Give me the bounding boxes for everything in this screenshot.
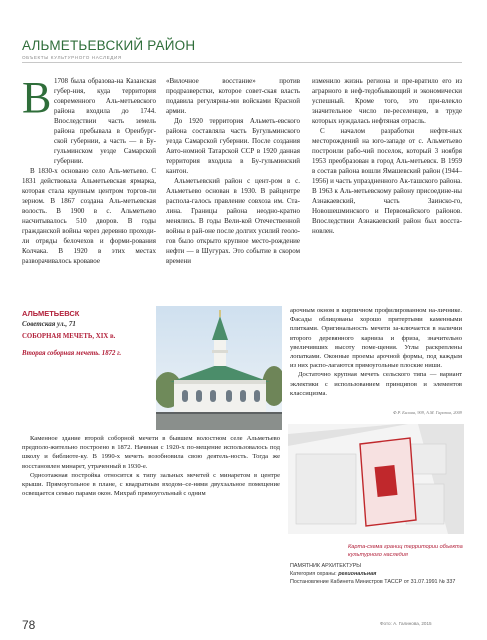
monument-type: ПАМЯТНИК АРХИТЕКТУРЫ xyxy=(290,563,362,569)
header-divider xyxy=(22,62,462,63)
entry-monument-name: СОБОРНАЯ МЕЧЕТЬ, XIX в. xyxy=(22,333,116,340)
intro-paragraph: «Вилочное восстание» против продразверстки, которое совет-ская власть подавила регулярны-ми войсками Красной армии. xyxy=(166,77,300,115)
body-paragraph: арочным окном в кирпичном профилированном на-личнике. Фасады облицованы хорошо притертыми каменными плитками. Оригинальность мечети за-ключается в наличии второго деревянного карниза и фриза, значительно увеличивших высоту поме-щения. Углы раскреплены лопатками. Оконные проемы арочной формы, под каждым из них распо-лагаются прямоугольные плоские ниши. xyxy=(290,307,462,370)
body-paragraph: Каменное здание второй соборной мечети в бывшем волостном селе Альметьево предполо-жительно построено в 1872. Начиная с 1920-х по-мещение использовалось под школу и библиоте-ку. В 1990-х мечеть возобновила свою деятель-ность. Тогда же восстановлен минарет, утраченный в 1930-е. xyxy=(22,435,280,470)
footer-photo-credit: Фото: А. Галинова, 2015 xyxy=(380,621,432,626)
intro-column-2 xyxy=(166,76,300,296)
section-title: АЛЬМЕТЬЕВСКИЙ РАЙОН xyxy=(22,38,196,53)
category-label: Категория охраны: xyxy=(290,571,337,577)
monument-info xyxy=(290,562,465,586)
body-paragraph: Одноэтажная постройка относится к типу зальных мечетей с минаретом в центре крыши. Прямоугольное в плане, с квадратным входом–се-нями двухзальное помещение освещается семью парами окон. Михраб прямоугольный с одним xyxy=(22,471,280,498)
map-legend xyxy=(348,544,466,559)
intro-paragraph: До 1920 территория Альметь-евского района составляла часть Бугульминского уезда Самарской губернии. После создания Авто-номной Татарской ССР в 1920 данная территория входила в Бу-гульминский кантон. xyxy=(166,117,300,175)
photo-caption: Вторая соборная мечеть. 1872 г. xyxy=(22,350,122,357)
drop-cap: В xyxy=(22,73,52,122)
intro-paragraph: 1708 была образова-на Казанская губер-ния, куда территория современного Аль-метьевского района входила до 1744. Впоследствии часть земель района пребывала в Оренбург-ской губернии, а часть — в Бу-гульминском уезде Самарской губернии. xyxy=(54,77,156,165)
intro-paragraph: С началом разработки нефтя-ных месторождений на юго-западе от с. Альметьево построили рабо-чий поселок, который 3 ноября 1953 преобразован в город Аль-метьевск. В 1959 в состав района вошли Ямашевский район (1944–1956) и часть упраздненного Ак-ташского района. В 1963 к Аль-метьевскому району присоедине-ны Азнакаевский, часть Заинско-го, Новошешминского и Первомайского районов. Впоследствии Азнакаевский район был восста-новлен. xyxy=(312,127,462,235)
decree-text: Постановление Кабинета Министров ТАССР от 31.07.1991 № 337 xyxy=(290,579,456,585)
section-subtitle: ОБЪЕКТЫ КУЛЬТУРНОГО НАСЛЕДИЯ xyxy=(22,55,122,60)
boundary-map xyxy=(288,424,464,534)
intro-paragraph: изменило жизнь региона и пре-вратило его из аграрного в неф-тедобывающий и экономически успешный. Кроме того, это при-влекло значительное число пе-реселенцев, в труде которых нуждалась нефтяная отрасль. xyxy=(312,77,462,125)
body-paragraph: Достаточно крупная мечеть сельского типа — вариант эклектики с использованием принципов и элементов классицизма. xyxy=(290,371,462,397)
mosque-photo xyxy=(156,306,282,430)
intro-column-1 xyxy=(22,73,156,296)
photo-credit-line: Ф.Р. Билова, 909, А.М. Гарапов, 2009 xyxy=(393,410,462,415)
page-number: 78 xyxy=(22,618,36,632)
entry-address: Советская ул., 71 xyxy=(22,320,76,328)
intro-paragraph: В 1830-х основано село Аль-метьево. С 1831 действовала Альметьевская ярмарка, которая стала крупным центром торгов-ли зерном. В 1867 создана Аль-метьевская волость. В 1900 в с. Альметьево насчитывалось 510 дворов. В годы гражданской войны через деревню проходи-ли отряды белочехов и форми-рования Колчака. В 1920 в этих местах разворачивалось кровавое xyxy=(22,167,156,265)
category-value: региональная xyxy=(338,571,377,577)
intro-column-3 xyxy=(312,76,462,296)
map-legend-text: Карта-схема границ территории объекта культурного наследия xyxy=(348,544,463,558)
body-column-left xyxy=(22,434,280,498)
body-column-right xyxy=(290,306,462,398)
protection-category xyxy=(290,570,465,578)
entry-city: АЛЬМЕТЬЕВСК xyxy=(22,309,80,318)
intro-paragraph: Альметьевский район с цент-ром в с. Альметьево основан в 1930. В райцентре распола-галось правление совхоза им. Ста-лина. Границы района неодно-кратно менялись. В годы Вели-кой Отечественной войны в рай-оне после долгих усилий геоло-гов было открыто крупное место-рождение нефти — в Шугурах. Это событие в скором времени xyxy=(166,177,300,265)
